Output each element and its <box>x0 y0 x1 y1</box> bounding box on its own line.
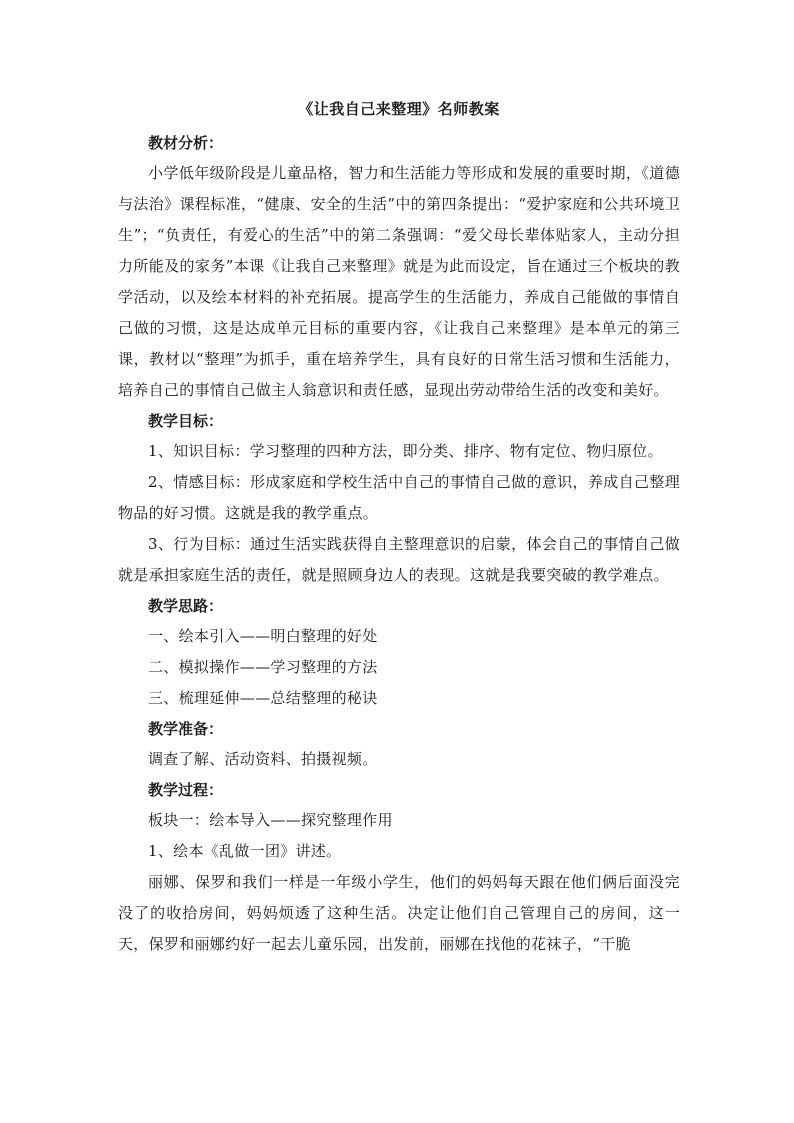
paragraph-preparation: 调查了解、活动资料、拍摄视频。 <box>148 750 378 768</box>
document-page <box>118 96 680 960</box>
approach-item: 一、绘本引入——明白整理的好处 <box>148 627 378 645</box>
heading-goals: 教学目标： <box>148 412 224 430</box>
paragraph-analysis: 小学低年级阶段是儿童品格，智力和生活能力等形成和发展的重要时期，《道德与法治》课程标准，“健康、安全的生活”中的第四条提出：“爱护家庭和公共环境卫生”；“负责任，有爱心的生活”中的第二条强调：“爱父母长辈体贴家人，主动分担力所能及的家务”本课《让我自己来整理》就是为此而设定，旨在通过三个板块的教学活动，以及绘本材料的补充拓展。提高学生的生活能力，养成自己能做的事情自己做的习惯，这是达成单元目标的重要内容，《让我自己来整理》是本单元的第三课，教材以“整理”为抓手，重在培养学生，具有良好的日常生活习惯和生活能力，培养自己的事情自己做主人翁意识和责任感，显现出劳动带给生活的改变和美好。 <box>118 164 680 399</box>
process-line: 1、绘本《乱做一团》讲述。 <box>148 842 342 860</box>
process-line: 板块一：绘本导入——探究整理作用 <box>148 811 393 829</box>
document-title: 《让我自己来整理》名师教案 <box>298 100 500 118</box>
goal-item: 3、行为目标：通过生活实践获得自主整理意识的启蒙，体会自己的事情自己做就是承担家庭生活的责任，就是照顾身边人的表现。这就是我要突破的教学难点。 <box>118 535 680 584</box>
paragraph-story: 丽娜、保罗和我们一样是一年级小学生，他们的妈妈每天跟在他们俩后面没完没了的收拾房间，妈妈烦透了这种生活。决定让他们自己管理自己的房间，这一天，保罗和丽娜约好一起去儿童乐园，出发前，丽娜在找他的花袜子，“干脆 <box>118 873 680 953</box>
goal-item: 2、情感目标：形成家庭和学校生活中自己的事情自己做的意识，养成自己整理物品的好习惯。这就是我的教学重点。 <box>118 473 680 522</box>
heading-process: 教学过程： <box>148 781 224 799</box>
heading-analysis: 教材分析： <box>148 134 224 152</box>
heading-approach: 教学思路： <box>148 597 224 615</box>
approach-item: 二、模拟操作——学习整理的方法 <box>148 658 378 676</box>
goal-item: 1、知识目标：学习整理的四种方法，即分类、排序、物有定位、物归原位。 <box>148 442 663 460</box>
approach-item: 三、梳理延伸——总结整理的秘诀 <box>148 689 378 707</box>
heading-preparation: 教学准备： <box>148 720 224 738</box>
